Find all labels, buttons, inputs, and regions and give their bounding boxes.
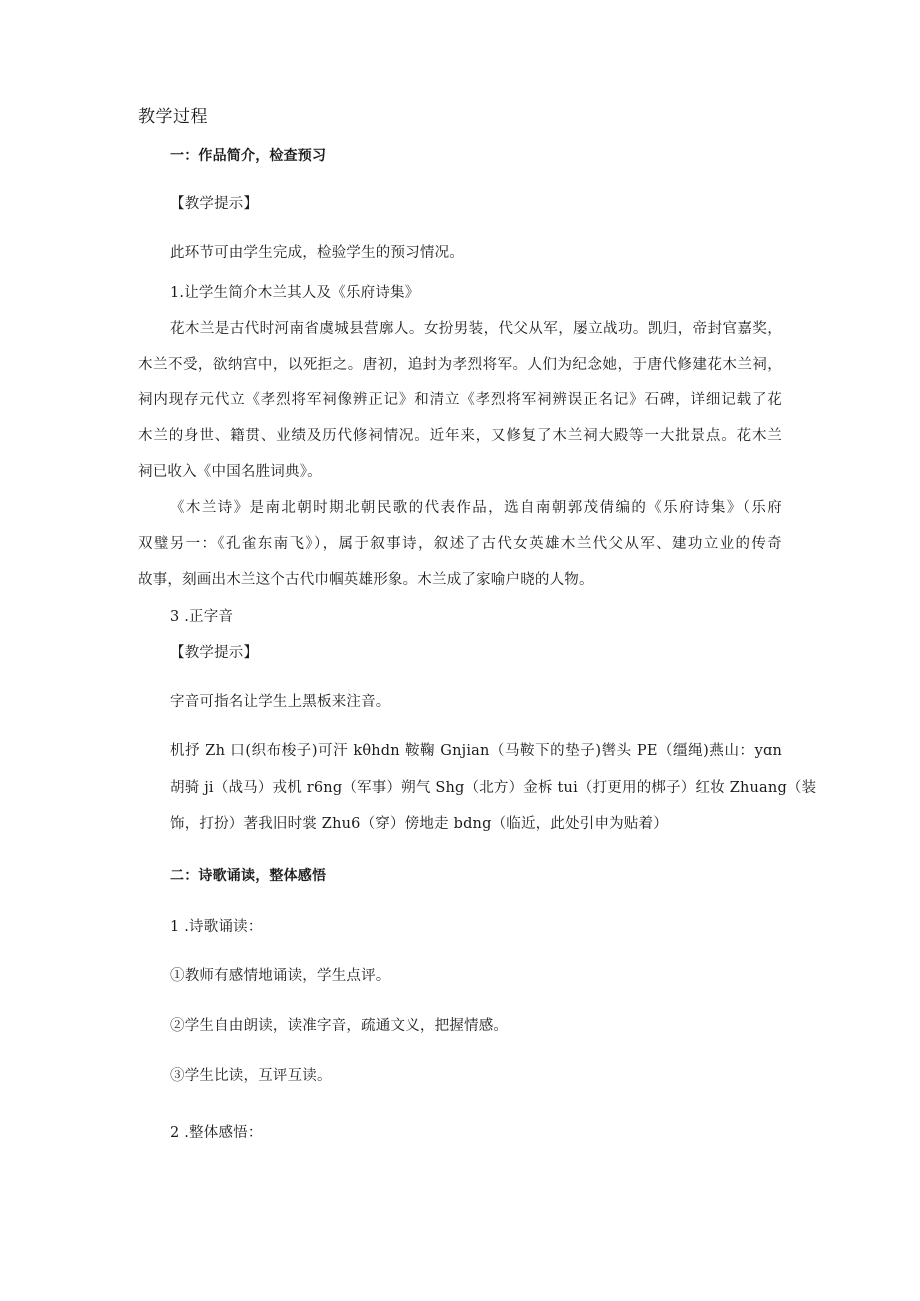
reading-step-1: ①教师有感情地诵读，学生点评。 <box>170 968 391 984</box>
teaching-tip-text: 字音可指名让学生上黑板来注音。 <box>170 694 391 710</box>
paragraph-line: 祠内现存元代立《孝烈将军祠像辨正记》和清立《孝烈将军祠辨误正名记》石碑，详细记载了花 <box>138 392 782 408</box>
teaching-tip-text: 此环节可由学生完成，检验学生的预习情况。 <box>170 245 464 261</box>
teaching-tip-label: 【教学提示】 <box>170 196 259 212</box>
list-item-overall: 2 .整体感悟： <box>170 1125 263 1141</box>
paragraph-line: 木兰的身世、籍贯、业绩及历代修祠情况。近年来，又修复了木兰祠大殿等一大批景点。花木兰 <box>138 428 782 444</box>
pronunciation-line: 胡骑 ji（战马）戎机 r6ng（军事）朔气 Shg（北方）金柝 tui（打更用的梆子）红妆 Zhuang（装 <box>170 780 817 796</box>
paragraph-line: 《木兰诗》是南北朝时期北朝民歌的代表作品，选自南朝郭茂倩编的《乐府诗集》（乐府 <box>170 500 782 516</box>
section-heading-intro: 一：作品简介，检查预习 <box>170 148 327 164</box>
paragraph-line: 故事，刻画出木兰这个古代巾帼英雄形象。木兰成了家喻户晓的人物。 <box>138 572 594 588</box>
page-title: 教学过程 <box>138 107 208 127</box>
reading-step-3: ③学生比读，互评互读。 <box>170 1068 332 1084</box>
pronunciation-line: 机抒 Zh 口(织布梭子)可汗 kθhdn 鞍鞠 Gnjian（马鞍下的垫子)辔头 PE（缰绳)燕山：yɑn <box>170 743 782 759</box>
list-item-pronunciation: 3 .正字音 <box>170 609 234 625</box>
section-heading-reading: 二：诗歌诵读，整体感悟 <box>170 868 327 884</box>
list-item-reading: 1 .诗歌诵读： <box>170 919 263 935</box>
paragraph-line: 木兰不受，欲纳宫中，以死拒之。唐初，追封为孝烈将军。人们为纪念她，于唐代修建花木兰祠， <box>138 357 782 373</box>
reading-step-2: ②学生自由朗读，读准字音，疏通文义，把握情感。 <box>170 1018 509 1034</box>
pronunciation-line: 饰，打扮）著我旧时裳 Zhu6（穿）傍地走 bdng（临近，此处引申为贴着） <box>170 816 668 832</box>
paragraph-line: 祠已收入《中国名胜词典》。 <box>138 464 322 480</box>
paragraph-line: 花木兰是古代时河南省虞城县营廓人。女扮男装，代父从军，屡立战功。凯归，帝封官嘉奖， <box>170 321 782 337</box>
list-item-intro-mulan: 1.让学生简介木兰其人及《乐府诗集》 <box>170 285 420 301</box>
paragraph-line: 双璧另一：《孔雀东南飞》），属于叙事诗，叙述了古代女英雄木兰代父从军、建功立业的传奇 <box>138 536 782 552</box>
teaching-tip-label: 【教学提示】 <box>170 645 259 661</box>
